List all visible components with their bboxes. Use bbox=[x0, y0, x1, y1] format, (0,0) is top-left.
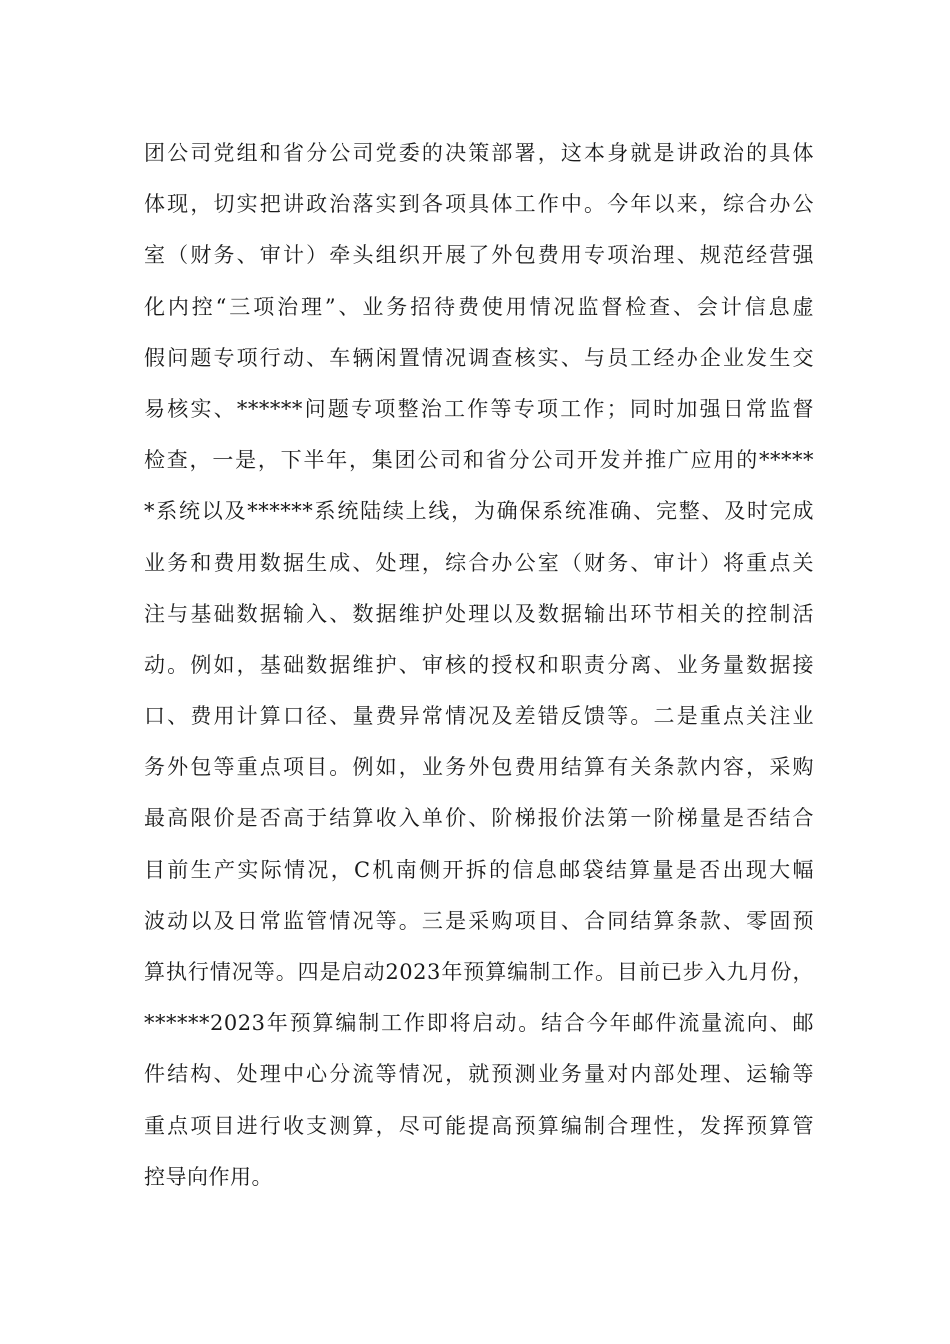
text-line: 件结构、处理中心分流等情况，就预测业务量对内部处理、运输等 bbox=[144, 1062, 814, 1087]
text-line: 重点项目进行收支测算，尽可能提高预算编制合理性，发挥预算管 bbox=[144, 1113, 814, 1138]
text-line: 业务和费用数据生成、处理，综合办公室（财务、审计）将重点关 bbox=[144, 550, 814, 575]
text-line: *系统以及******系统陆续上线，为确保系统准确、完整、及时完成 bbox=[144, 499, 814, 524]
text-line: ******2023年预算编制工作即将启动。结合今年邮件流量流向、邮 bbox=[144, 1011, 814, 1036]
text-line: 化内控“三项治理”、业务招待费使用情况监督检查、会计信息虚 bbox=[144, 294, 814, 319]
text-line: 注与基础数据输入、数据维护处理以及数据输出环节相关的控制活 bbox=[144, 601, 814, 626]
text-line: 最高限价是否高于结算收入单价、阶梯报价法第一阶梯量是否结合 bbox=[144, 806, 814, 831]
text-line: 波动以及日常监管情况等。三是采购项目、合同结算条款、零固预 bbox=[144, 908, 814, 933]
text-line: 易核实、******问题专项整治工作等专项工作；同时加强日常监督 bbox=[144, 396, 814, 421]
text-line: 检查，一是，下半年，集团公司和省分公司开发并推广应用的***** bbox=[144, 448, 814, 473]
text-line: 务外包等重点项目。例如，业务外包费用结算有关条款内容，采购 bbox=[144, 755, 814, 780]
text-line: 体现，切实把讲政治落实到各项具体工作中。今年以来，综合办公 bbox=[144, 192, 814, 217]
text-line: 口、费用计算口径、量费异常情况及差错反馈等。二是重点关注业 bbox=[144, 704, 814, 729]
text-line: 团公司党组和省分公司党委的决策部署，这本身就是讲政治的具体 bbox=[144, 141, 814, 165]
text-line: 室（财务、审计）牵头组织开展了外包费用专项治理、规范经营强 bbox=[144, 243, 814, 268]
text-line: 控导向作用。 bbox=[144, 1164, 273, 1189]
text-line: 算执行情况等。四是启动2023年预算编制工作。目前已步入九月份， bbox=[144, 960, 814, 984]
text-line: 目前生产实际情况，C机南侧开拆的信息邮袋结算量是否出现大幅 bbox=[144, 857, 814, 882]
text-line: 假问题专项行动、车辆闲置情况调查核实、与员工经办企业发生交 bbox=[144, 345, 814, 370]
document-body bbox=[144, 128, 814, 1203]
text-line: 动。例如，基础数据维护、审核的授权和职责分离、业务量数据接 bbox=[144, 652, 814, 677]
